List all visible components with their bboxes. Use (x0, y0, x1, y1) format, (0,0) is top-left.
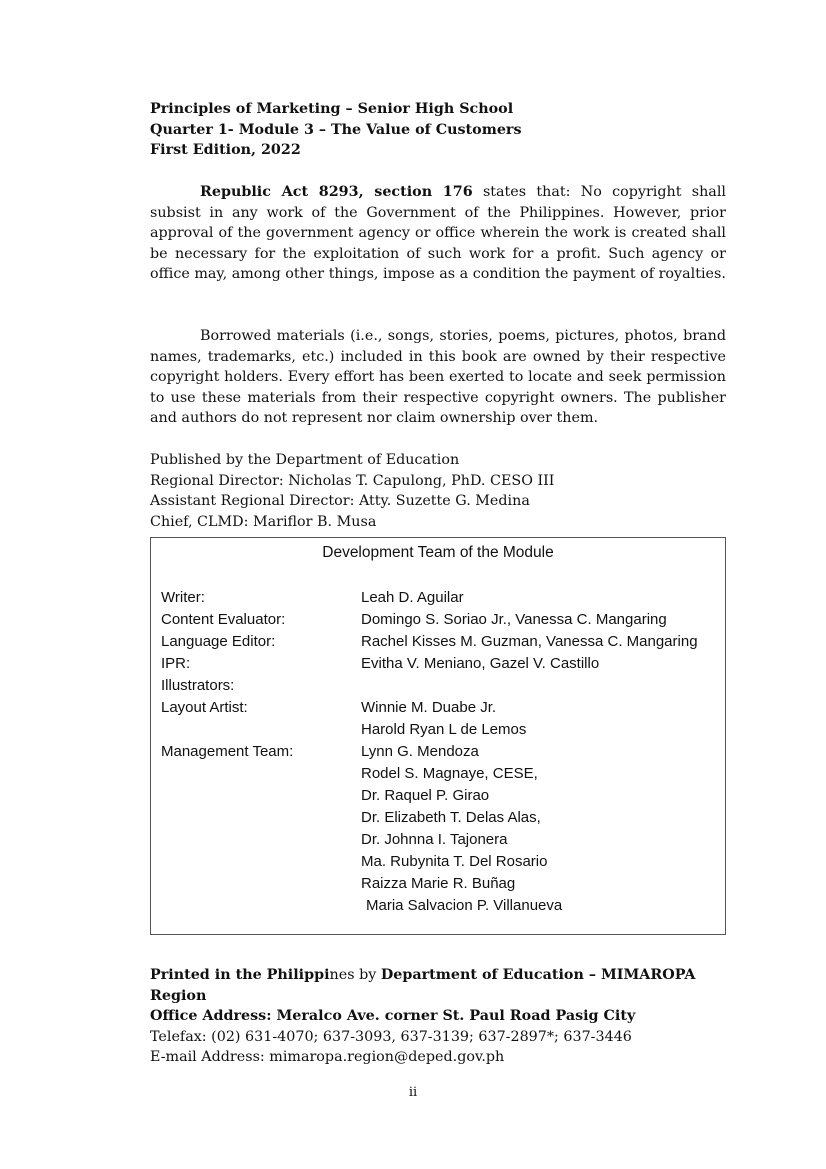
team-member: Raizza Marie R. Buñag (361, 875, 516, 892)
telefax: Telefax: (02) 631-4070; 637-3093, 637-3139; 637-2897*; 637-3446 (150, 1028, 632, 1045)
development-team-box (150, 537, 726, 935)
printed-prefix: Printed in the Philippi (150, 967, 330, 983)
course-title: Principles of Marketing – Senior High School (150, 101, 514, 117)
team-member: Evitha V. Meniano, Gazel V. Castillo (361, 655, 600, 672)
team-member: Leah D. Aguilar (361, 589, 464, 606)
document-header (150, 99, 726, 161)
page-number: ii (408, 1085, 418, 1100)
role-content-evaluator: Content Evaluator: (161, 611, 286, 628)
role-layout-artist: Layout Artist: (161, 699, 248, 716)
printed-region: Region (150, 987, 207, 1004)
regional-director: Regional Director: Nicholas T. Capulong, PhD. CESO III (150, 472, 555, 489)
publisher-info (150, 450, 726, 532)
printed-line (150, 965, 726, 986)
team-member: Dr. Johnna I. Tajonera (361, 831, 508, 848)
copyright-paragraph (150, 182, 726, 285)
team-member: Winnie M. Duabe Jr. (361, 699, 497, 716)
email-address: E-mail Address: mimaropa.region@deped.gov.ph (150, 1049, 505, 1066)
edition: First Edition, 2022 (150, 142, 301, 159)
assistant-regional-director: Assistant Regional Director: Atty. Suzette G. Medina (150, 493, 530, 510)
role-management-team: Management Team: (161, 743, 294, 760)
office-address: Office Address: Meralco Ave. corner St. Paul Road Pasig City (150, 1008, 636, 1025)
publisher-line: Published by the Department of Education (150, 452, 460, 468)
role-writer: Writer: (161, 589, 205, 606)
team-member: Dr. Elizabeth T. Delas Alas, (361, 809, 541, 826)
role-illustrators: Illustrators: (161, 677, 235, 694)
copyright-act: Republic Act 8293, section 176 (200, 184, 473, 200)
module-title: Quarter 1- Module 3 – The Value of Customers (150, 121, 522, 138)
chief-clmd: Chief, CLMD: Mariflor B. Musa (150, 513, 377, 530)
printed-by: nes by (329, 967, 381, 983)
team-member: Maria Salvacion P. Villanueva (366, 897, 563, 914)
team-member: Ma. Rubynita T. Del Rosario (361, 853, 548, 870)
team-member: Lynn G. Mendoza (361, 743, 479, 760)
printing-info (150, 965, 726, 1068)
role-language-editor: Language Editor: (161, 633, 276, 650)
team-member: Rodel S. Magnaye, CESE, (361, 765, 538, 782)
team-member: Harold Ryan L de Lemos (361, 721, 527, 738)
team-member: Rachel Kisses M. Guzman, Vanessa C. Mangaring (361, 633, 698, 650)
team-member: Dr. Raquel P. Girao (361, 787, 490, 804)
role-ipr: IPR: (161, 655, 191, 672)
team-member: Domingo S. Soriao Jr., Vanessa C. Mangaring (361, 611, 667, 628)
printed-department: Department of Education – MIMAROPA (380, 967, 696, 983)
borrowed-materials-paragraph: Borrowed materials (i.e., songs, stories, poems, pictures, photos, brand names, trademarks, etc.) included in this book are owned by their respective copyright holders. Every effort has been exerted to locate and seek permission to use these materials from their respective copyright owners. The publisher and authors do not represent nor claim ownership over them. (150, 328, 726, 427)
development-team-title: Development Team of the Module (322, 544, 554, 561)
copyright-text: states that: No copyright shall subsist in any work of the Government of the Philippines. However, prior approval of the government agency or office wherein the work is created shall be necessary for the exploitation of such work for a profit. Such agency or office may, among other things, impose as a condition the payment of royalties. (150, 184, 726, 283)
